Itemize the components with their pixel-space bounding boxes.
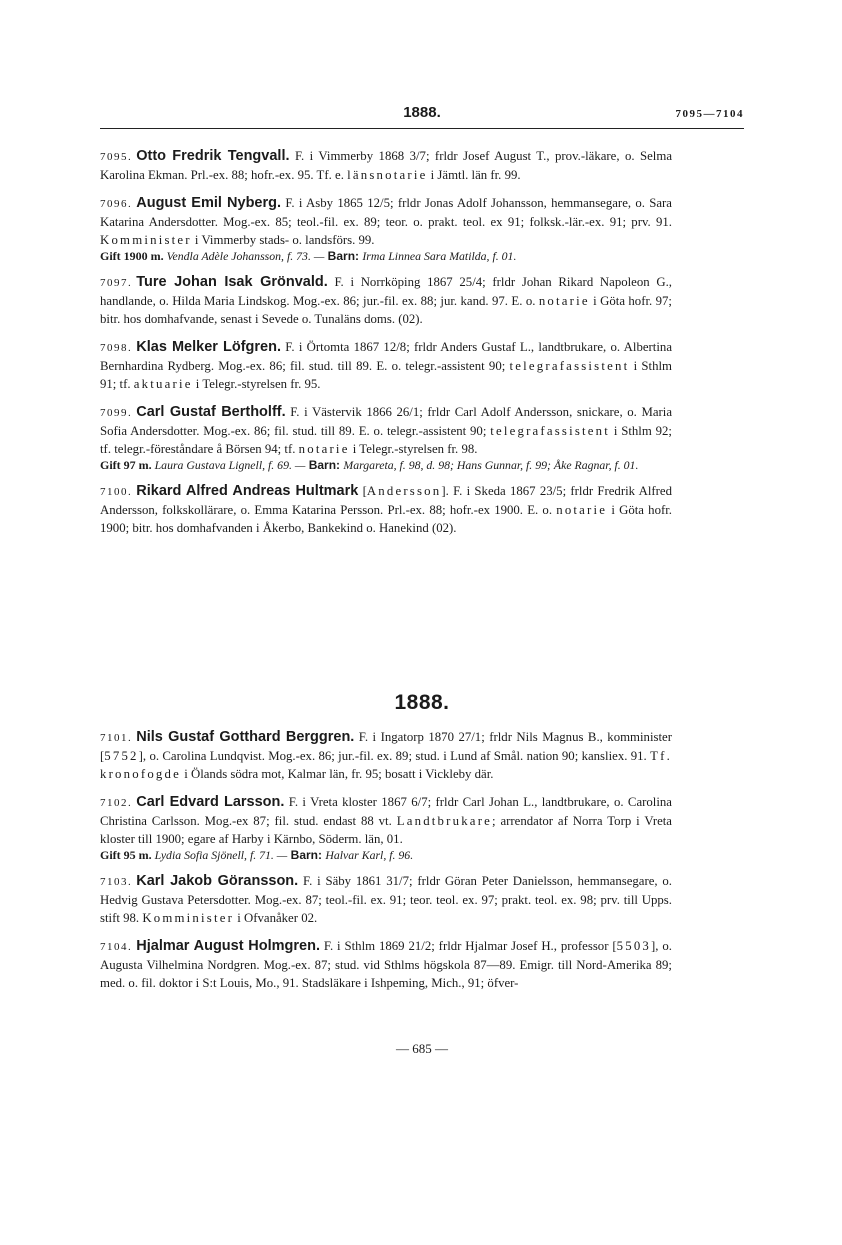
title-spaced: telegrafassistent (490, 424, 611, 438)
spouse-born: f. 73. — (286, 249, 325, 263)
person-name: Carl Edvard Larsson. (136, 794, 285, 810)
birth-date: 25/4 (459, 275, 483, 289)
entry-text: ; frldr Göran Peter Danielsson, hemmansegare, o. Hedvig Gustava Petersdotter. Mog.-ex. 87; teol.-fil. ex. 91; teor. teol. ex. 97; prakt. teol. ex. 98; prv. till Upps. stift 98. (100, 874, 672, 925)
entry-text: F. i Örtomta 1867 (281, 340, 384, 354)
entry-text: i Sthlm 92; tf. telegr.-föreståndare å Börsen 94; tf. (100, 424, 672, 456)
title-spaced: notarie (556, 503, 608, 517)
entry-text: ; frldr Carl Adolf Andersson, snickare, o. Maria Sofia Andersdotter. Mog.-ex. 86; fil. stud. till 89. E. o. telegr.-assistent 90; (100, 405, 672, 438)
children-names: Irma Linnea Sara Matilda, (362, 249, 493, 263)
entry-text: i Göta hofr. 1900; bitr. hos domhafvanden i Åkerbo, Bankekind o. Hanekind (02). (100, 503, 672, 535)
birth-date: 12/8 (383, 340, 407, 354)
entry-text: F. i Asby 1865 (281, 196, 368, 210)
person-name: Klas Melker Löfgren. (136, 339, 282, 355)
entry-text: ; arrendator af Norra Torp i Vreta kloster till 1900; egare af Harby i Kärnbo, Söderm. län, 01. (100, 814, 672, 846)
entry-text: F. i Norrköping 1867 (327, 275, 460, 289)
title-spaced: notarie (298, 442, 350, 456)
person-name: Rikard Alfred Andreas Hultmark (136, 483, 359, 499)
entry-text: F. i Vreta kloster 1867 (284, 795, 412, 809)
entry-text: ; frldr Josef August T., prov.-läkare, o. Selma Karolina Ekman. Prl.-ex. 88; hofr.-ex. 95. Tf. e. (100, 149, 672, 182)
entry-7100 (100, 482, 672, 537)
page-number: — 685 — (396, 1041, 448, 1056)
title-spaced: Landtbrukare (396, 814, 493, 828)
entry-text: i Sthlm 91; tf. (100, 359, 672, 391)
cross-reference: 5503 (616, 939, 652, 953)
entry-number: 7097. (100, 277, 133, 289)
birth-date: 27/1 (458, 730, 482, 744)
running-head-year: 1888. (403, 104, 441, 121)
entry-text: i Jämtl. län fr. 99. (427, 168, 521, 182)
birth-date: 23/5 (539, 484, 563, 498)
entry-text: ; frldr Johan Rikard Napoleon G., handlande, o. Hilda Maria Lindskog. Mog.-ex. 86; jur.-fil. ex. 88; jur. kand. 97. E. o. (100, 275, 672, 308)
entry-7103 (100, 872, 672, 927)
entry-7104 (100, 937, 672, 992)
entry-number: 7102. (100, 797, 133, 809)
title-spaced: Komminister (142, 911, 235, 925)
children-born: f. 01. (492, 249, 517, 263)
entry-text: i Telegr.-styrelsen fr. 98. (349, 442, 478, 456)
entry-text: F. i Ingatorp 1870 (354, 730, 459, 744)
entry-number: 7103. (100, 876, 133, 888)
entry-text: F. i Vimmerby 1868 (289, 149, 410, 163)
entry-7096 (100, 194, 672, 263)
spouse-born: f. 71. — (249, 848, 288, 862)
entry-text: F. i Säby 1861 (298, 874, 387, 888)
running-head (100, 104, 744, 126)
entry-text: F. i Västervik 1866 (285, 405, 397, 419)
marriage-label: Gift 1900 m. (100, 249, 164, 263)
person-name: Otto Fredrik Tengvall. (136, 148, 290, 164)
family-line (100, 848, 672, 862)
title-spaced: länsnotarie (347, 168, 428, 182)
person-name: Karl Jakob Göransson. (136, 873, 299, 889)
birth-date: 26/1 (396, 405, 420, 419)
children-names: Margareta, f. 98, d. 98; Hans Gunnar, f. 99; Åke Ragnar, (343, 458, 615, 472)
entry-number: 7099. (100, 407, 133, 419)
spouse-born: f. 69. — (268, 458, 306, 472)
children-label: Barn: (287, 848, 326, 862)
entry-text: i Ofvanåker 02. (234, 911, 318, 925)
entry-text: F. i Sthlm 1869 (319, 939, 409, 953)
children-born: f. 01. (614, 458, 639, 472)
birth-date: 6/7 (411, 795, 428, 809)
entry-text: ]. F. i Skeda 1867 (441, 484, 540, 498)
title-spaced: telegrafassistent (509, 359, 630, 373)
person-name: Nils Gustaf Gotthard Berggren. (136, 729, 355, 745)
family-line (100, 458, 672, 472)
children-names: Halvar Karl, (325, 848, 390, 862)
entry-text: ; frldr Nils Magnus B., komminister [ (100, 730, 672, 763)
title-spaced: aktuarie (133, 377, 193, 391)
family-line (100, 249, 672, 263)
entry-number: 7100. (100, 486, 133, 498)
person-name: August Emil Nyberg. (136, 195, 282, 211)
children-label: Barn: (305, 458, 344, 472)
entry-text: ; frldr Fredrik Alfred Andersson, folkskollärare, o. Emma Katarina Persson. Prl.-ex. 88; hofr.-ex 1900. E. o. (100, 484, 672, 517)
entry-text: i Vimmerby stads- o. landsförs. 99. (191, 233, 375, 247)
spouse-name: Lydia Sofia Sjönell, (151, 848, 250, 862)
entry-number: 7095. (100, 151, 133, 163)
entry-text: i Ölands södra mot, Kalmar län, fr. 95; bosatt i Vickleby där. (181, 767, 494, 781)
marriage-label: Gift 97 m. (100, 458, 152, 472)
entry-text: ], o. Augusta Vilhelmina Nordgren. Mog.-ex. 87; stud. vid Sthlms högskola 87—89. Emigr. till Nord-Amerika 89; med. o. fil. doktor i S:t Louis, Mo., 91. Stadsläkare i Ishpeming, Mich., 91; öfver- (100, 939, 672, 990)
entry-7102 (100, 793, 672, 862)
person-name: Carl Gustaf Bertholff. (136, 404, 286, 420)
entry-7098 (100, 338, 672, 393)
entry-number: 7098. (100, 342, 133, 354)
entry-7097 (100, 273, 672, 328)
entry-text: i Telegr.-styrelsen fr. 95. (192, 377, 321, 391)
entry-number: 7101. (100, 732, 133, 744)
title-spaced: notarie (538, 294, 590, 308)
birth-date: 3/7 (409, 149, 426, 163)
entry-number: 7104. (100, 941, 133, 953)
entry-text: ; frldr Jonas Adolf Johansson, hemmansegare, o. Sara Katarina Andersdotter. Mog.-ex. 85; teol.-fil. ex. 89; teor. o. prakt. teol. ex 91; folksk.-lär.-ex. 91; prv. 91. (100, 196, 672, 229)
birth-date: 21/2 (408, 939, 432, 953)
original-surname: Andersson (366, 484, 442, 498)
birth-date: 12/5 (367, 196, 390, 210)
entry-text: i Göta hofr. 97; bitr. hos domhafvande, senast i Sevede o. Tunaläns doms. (02). (100, 294, 672, 326)
spouse-name: Laura Gustava Lignell, (151, 458, 268, 472)
marriage-label: Gift 95 m. (100, 848, 152, 862)
entry-text: ; frldr Hjalmar Josef H., professor [ (431, 939, 617, 953)
entry-text: [ (358, 484, 367, 498)
entry-number: 7096. (100, 198, 133, 210)
birth-date: 31/7 (386, 874, 410, 888)
header-rule (100, 128, 744, 129)
person-name: Hjalmar August Holmgren. (136, 938, 320, 954)
children-label: Barn: (324, 249, 363, 263)
entry-7101 (100, 728, 672, 783)
person-name: Ture Johan Isak Grönvald. (136, 274, 328, 290)
section-year-heading: 1888. (394, 691, 450, 714)
entries-bottom (100, 728, 672, 1002)
entry-text: ; frldr Carl Johan L., landtbrukare, o. Carolina Christina Carlsson. Mog.-ex 87; fil. stud. endast 88 vt. (100, 795, 672, 828)
entry-7099 (100, 403, 672, 472)
entry-text: ], o. Carolina Lundqvist. Mog.-ex. 86; jur.-fil. ex. 89; stud. i Lund af Smål. nation 90; kansliex. 91. (138, 749, 651, 763)
entry-text: ; frldr Anders Gustaf L., landtbrukare, o. Albertina Bernhardina Rydberg. Mog.-ex. 86; fil. stud. till 89. E. o. telegr.-assistent 90; (100, 340, 672, 373)
title-spaced: Tf. kronofogde (100, 749, 672, 781)
spouse-name: Vendla Adèle Johansson, (163, 249, 287, 263)
children-born: f. 96. (389, 848, 414, 862)
entry-range: 7095—7104 (675, 108, 744, 120)
entry-7095 (100, 147, 672, 184)
cross-reference: 5752 (104, 749, 139, 763)
entries-top (100, 147, 672, 547)
title-spaced: Komminister (100, 233, 192, 247)
